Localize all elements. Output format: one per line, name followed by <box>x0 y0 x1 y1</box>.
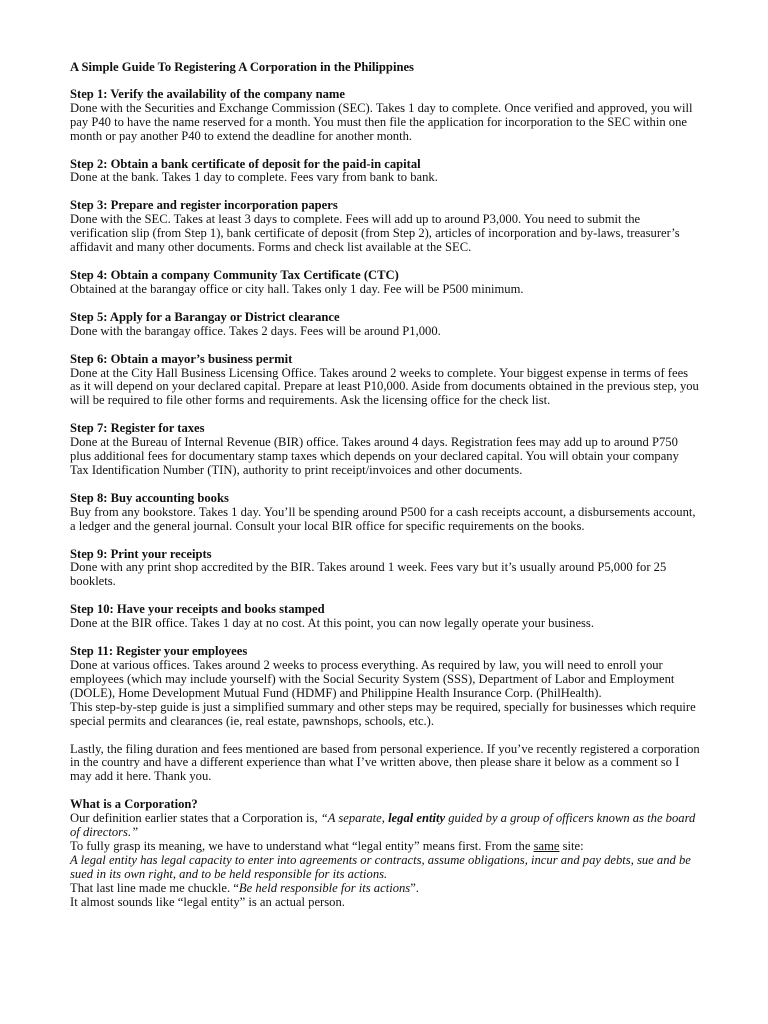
step-heading: Step 8: Buy accounting books <box>70 490 229 505</box>
step-heading: Step 6: Obtain a mayor’s business permit <box>70 351 293 366</box>
document-body <box>70 61 700 910</box>
corporation-definition <box>70 812 700 840</box>
step-body: Done with the barangay office. Takes 2 days. Fees will be around P1,000. <box>70 323 441 338</box>
step-heading: Step 5: Apply for a Barangay or District clearance <box>70 309 340 324</box>
chuckle-after: ”. <box>410 880 419 895</box>
step-heading: Step 4: Obtain a company Community Tax Certificate (CTC) <box>70 267 399 282</box>
corporation-heading: What is a Corporation? <box>70 797 198 812</box>
definition-quote-rest: guided by a group of officers known as the board of directors.” <box>70 811 696 840</box>
grasp-line <box>70 840 700 854</box>
step-body: Done at the Bureau of Internal Revenue (BIR) office. Takes around 4 days. Registration fees may add up to around P750 plus additional fees for documentary stamp taxes which depends on your declared capital. You will obtain your company Tax Identification Number (TIN), authority to print receipt/invoices and other documents. <box>70 435 679 477</box>
step-6 <box>70 353 700 409</box>
step-heading: Step 2: Obtain a bank certificate of deposit for the paid-in capital <box>70 156 421 171</box>
step-heading: Step 7: Register for taxes <box>70 421 205 436</box>
summary-note: This step-by-step guide is just a simplified summary and other steps may be required, specially for businesses which require special permits and clearances (ie, real estate, pawnshops, schools, etc.). <box>70 699 696 728</box>
step-1 <box>70 88 700 144</box>
step-body: Done with the SEC. Takes at least 3 days to complete. Fees will add up to around P3,000. You need to submit the verification slip (from Step 1), bank certificate of deposit (from Step 2), articles of incorporation and by-laws, treasurer’s affidavit and many other documents. Forms and check list available at the SEC. <box>70 212 680 255</box>
step-2 <box>70 158 700 186</box>
steps-list <box>70 88 700 701</box>
step-10 <box>70 603 700 631</box>
step-body: Done at various offices. Takes around 2 weeks to process everything. As required by law, you will need to enroll your employees (which may include yourself) with the Social Security System (SSS), Department of Labor and Employment (DOLE), Home Development Mutual Fund (HDMF) and Philippine Health Insurance Corp. (PhilHealth). <box>70 658 675 700</box>
chuckle-before: That last line made me chuckle. “ <box>70 880 239 895</box>
step-heading: Step 9: Print your receipts <box>70 546 212 561</box>
step-body: Done with any print shop accredited by the BIR. Takes around 1 week. Fees vary but it’s usually around P5,000 for 25 booklets. <box>70 560 667 589</box>
step-body: Done with the Securities and Exchange Commission (SEC). Takes 1 day to complete. Once verified and approved, you will pay P40 to have the name reserved for a month. You must then file the application for incorporation to the SEC within one month or pay another P40 to extend the deadline for another month. <box>70 100 693 143</box>
closing-paragraph: Lastly, the filing duration and fees mentioned are based from personal experience. If you’ve recently registered a corporation in the country and have a different experience than what I’ve written above, then please share it below as a comment so I may add it here. Thank you. <box>70 741 700 784</box>
step-body: Done at the BIR office. Takes 1 day at no cost. At this point, you can now legally operate your business. <box>70 616 594 631</box>
grasp-before: To fully grasp its meaning, we have to understand what “legal entity” means first. From the <box>70 838 534 853</box>
document-title: A Simple Guide To Registering A Corporation in the Philippines <box>70 60 414 74</box>
chuckle-quote: Be held responsible for its actions <box>238 880 411 895</box>
step-heading: Step 1: Verify the availability of the company name <box>70 86 345 101</box>
corporation-section <box>70 798 700 909</box>
step-11 <box>70 645 700 701</box>
step-4 <box>70 269 700 297</box>
step-8 <box>70 492 700 534</box>
same-site-link[interactable]: same <box>533 838 560 853</box>
step-heading: Step 11: Register your employees <box>70 644 248 659</box>
final-line: It almost sounds like “legal entity” is an actual person. <box>70 894 345 909</box>
definition-intro: Our definition earlier states that a Corporation is, <box>70 811 321 826</box>
step-3 <box>70 199 700 255</box>
step-body: Buy from any bookstore. Takes 1 day. You’ll be spending around P500 for a cash receipts account, a disbursements account, a ledger and the general journal. Consult your local BIR office for specific requirements on the books. <box>70 504 696 533</box>
step-body: Obtained at the barangay office or city hall. Takes only 1 day. Fee will be P500 minimum. <box>70 281 524 296</box>
step-body: Done at the bank. Takes 1 day to complete. Fees vary from bank to bank. <box>70 170 438 185</box>
step-5 <box>70 311 700 339</box>
step-body: Done at the City Hall Business Licensing Office. Takes around 2 weeks to complete. Your biggest expense in terms of fees as it will depend on your declared capital. Prepare at least P10,000. Aside from documents obtained in the previous step, you will be required to file other forms and requirements. Ask the licensing office for the check list. <box>70 365 699 408</box>
definition-quote-start: “A separate, <box>320 811 389 826</box>
chuckle-line <box>70 882 700 896</box>
definition-quote-bold: legal entity <box>388 811 446 826</box>
step-9 <box>70 548 700 590</box>
step-heading: Step 3: Prepare and register incorporation papers <box>70 198 338 213</box>
grasp-after: site: <box>559 838 584 853</box>
legal-entity-definition: A legal entity has legal capacity to enter into agreements or contracts, assume obligations, incur and pay debts, sue and be sued in its own right, and to be held responsible for its actions. <box>70 852 691 881</box>
step-heading: Step 10: Have your receipts and books stamped <box>70 602 325 617</box>
step-7 <box>70 422 700 478</box>
